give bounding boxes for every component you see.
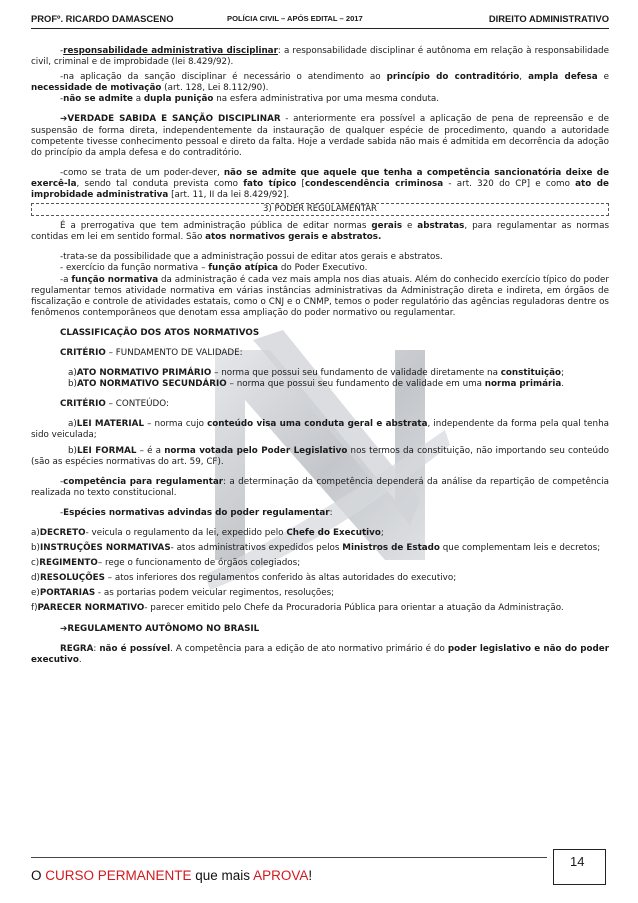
text-bold: competência para regulamentar <box>63 476 224 487</box>
paragraph-competencia <box>31 477 609 499</box>
text: , independente da forma pela qual tenha sido veiculada; <box>31 419 610 441</box>
heading-regulamento-autonomo <box>31 624 609 635</box>
paragraph-exercicio <box>31 263 609 274</box>
paragraph-possibilidade: -trata-se da possibilidade que a administração possui de editar atos gerais e abstratos. <box>60 252 443 263</box>
text: – rege o funcionamento de órgãos colegiados; <box>97 558 301 569</box>
text-bold: responsabilidade administrativa disciplinar <box>63 46 278 56</box>
text-bold: Chefe do Executivo <box>286 528 381 538</box>
section-title-box <box>31 203 609 216</box>
text: a <box>132 94 144 105</box>
text-bold: Espécies normativas advindas do poder regulamentar <box>63 507 330 518</box>
text: . <box>78 654 82 665</box>
paragraph-dupla-punicao <box>31 94 609 105</box>
text: : a determinação da competência dependerá da análise da repartição de competência realizada no texto constitucional. <box>31 476 609 498</box>
text-bold: REGULAMENTO AUTÔNOMO NO BRASIL <box>67 623 260 634</box>
paragraph-funcao-normativa <box>31 275 609 319</box>
text: - as portarias podem veicular regimentos, resoluções; <box>95 588 335 599</box>
text: [art. 11, II da lei 8.429/92]. <box>168 190 290 201</box>
text: - <box>60 507 64 518</box>
header-author: PROFº. RICARDO DAMASCENO <box>31 13 174 24</box>
text: -na aplicação da sanção disciplinar é necessário o atendimento ao <box>60 72 387 83</box>
text: - veicula o regulamento da lei, expedido pelo <box>85 528 287 538</box>
paragraph-poder-dever <box>31 168 609 201</box>
text: É a prerrogativa que tem administração pública de editar normas <box>60 221 372 232</box>
text: – norma que possui seu fundamento de validade em uma <box>226 379 485 390</box>
item-lei-material <box>31 419 609 441</box>
text: f) <box>31 603 38 614</box>
text-bold: abstratas <box>417 221 465 232</box>
text: e) <box>31 588 40 599</box>
list-item-parecer <box>31 603 609 614</box>
text: – FUNDAMENTO DE VALIDADE: <box>105 347 243 358</box>
text-bold: REGRA <box>60 643 94 654</box>
text: . <box>561 379 565 390</box>
section-title: 3) PODER REGULAMENTAR <box>263 204 377 215</box>
criterio-conteudo <box>31 399 609 410</box>
text: b) <box>31 543 40 554</box>
text: - exercício da função normativa – <box>60 263 209 274</box>
text-bold: DECRETO <box>39 528 86 538</box>
text: a) <box>68 419 77 430</box>
text-bold: ATO NORMATIVO SECUNDÁRIO <box>76 379 227 390</box>
text-bold: atos normativos gerais e abstratos. <box>205 232 382 243</box>
header-subject: DIREITO ADMINISTRATIVO <box>488 13 609 24</box>
text: e <box>402 221 418 232</box>
text-bold: Ministros de Estado <box>342 543 440 554</box>
text: nos termos da constituição, não importando seu conteúdo (são as espécies normativas do art. 59, CF). <box>31 445 609 467</box>
list-item-portarias <box>31 588 609 599</box>
text: - atos administrativos expedidos pelos <box>170 543 343 554</box>
item-ato-secundario <box>31 379 609 390</box>
text-bold: PARECER NORMATIVO <box>37 603 145 614</box>
text-red: APROVA <box>253 868 309 883</box>
text: , para regulamentar as normas contidas em lei em sentido formal. São <box>31 221 609 243</box>
text: – é a <box>136 445 165 456</box>
text: - <box>60 46 64 56</box>
page-body <box>31 46 609 666</box>
text: do Poder Executivo. <box>278 263 368 274</box>
footer-rule <box>31 857 547 859</box>
text: - art. 320 do CP] e como <box>443 178 576 189</box>
text: na esfera administrativa por uma mesma conduta. <box>213 94 440 105</box>
text: : <box>329 507 333 518</box>
text: -como se trata de um poder-dever, <box>60 167 224 178</box>
text: a) <box>68 368 77 379</box>
text-red: CURSO PERMANENTE <box>45 868 192 883</box>
item-lei-formal <box>31 446 609 468</box>
text: [ <box>296 178 305 189</box>
paragraph-verdade-sabida <box>31 114 609 158</box>
text: c) <box>31 558 40 569</box>
text-bold: gerais <box>371 221 403 232</box>
text: – norma que possui seu fundamento de validade diretamente na <box>211 368 501 379</box>
text-bold: poder legislativo e não do poder executivo <box>31 643 610 665</box>
text: ; <box>561 368 565 379</box>
text-bold: ato de improbidade administrativa <box>31 178 609 201</box>
criterio-validade <box>31 348 609 359</box>
arrow-icon: ➔ <box>60 114 68 125</box>
text-bold: condescendência criminosa <box>304 178 444 189</box>
text: da administração é cada vez mais ampla nos dias atuais. Além do conhecido exercício típico do poder regulamentar temos atividade normativa em várias instâncias administrativas da Administração direta e indireta, em órgãos de fiscalização e controle de atividades estatais, como o CNJ e o CNMP, temos o poder regulatório das agências reguladoras dentre os fenômenos contemporâneos que denotam essa ampliação do poder normativo ou regulamentar. <box>31 274 609 318</box>
text: ! <box>308 868 313 883</box>
list-item-regimento <box>31 558 609 569</box>
footer-slogan <box>31 868 312 883</box>
text: , sendo tal conduta prevista como <box>76 178 244 189</box>
text: , <box>519 72 529 83</box>
text: - anteriormente era possível a aplicação de pena de repreensão e de suspensão de forma direta, independentemente da instauração de qualquer espécie de procedimento, quando a autoridade competente tivesse conhecimento pessoal e direto da falta. Hoje a verdade sabida não mais é admitida em decorrência da adoção do princípio da ampla defesa e do contraditório. <box>31 114 609 158</box>
text-bold: CRITÉRIO <box>60 399 106 410</box>
text: (art. 128, Lei 8.112/90). <box>161 83 269 94</box>
page-number: 14 <box>570 854 585 869</box>
text-bold: não se admite <box>63 94 133 105</box>
text-bold: necessidade de motivação <box>31 83 162 94</box>
text-bold: ampla defesa <box>528 72 598 83</box>
arrow-icon: ➔ <box>60 623 68 634</box>
especies-list <box>31 528 609 615</box>
text-bold: CRITÉRIO <box>60 347 106 358</box>
paragraph-especies <box>31 508 609 519</box>
paragraph-sancao <box>31 72 609 94</box>
heading-classificacao <box>31 328 609 339</box>
text: que complementam leis e decretos; <box>439 543 601 554</box>
header-course: POLÍCIA CIVIL – APÓS EDITAL – 2017 <box>227 14 363 23</box>
text: – CONTEÚDO: <box>105 399 169 410</box>
text: - parecer emitido pelo Chefe da Procuradoria Pública para orientar a atuação da Administração. <box>144 603 564 614</box>
text: b) <box>68 445 77 456</box>
page-number-box <box>553 849 606 885</box>
text: : a responsabilidade disciplinar é autônoma em relação à responsabilidade civil, criminal e de improbidade (lei 8.429/92). <box>31 46 609 68</box>
text: O <box>31 868 46 883</box>
text-bold: norma primária <box>484 379 562 390</box>
text-bold: RESOLUÇÕES <box>39 573 105 584</box>
paragraph-prerrogativa <box>31 221 609 243</box>
text: : <box>93 643 100 654</box>
text-bold: conteúdo visa uma conduta geral e abstrata <box>207 419 428 430</box>
text: – norma cujo <box>144 419 208 430</box>
item-ato-primario <box>31 368 609 379</box>
text-bold: não é possível <box>99 643 171 654</box>
text-bold: fato típico <box>243 178 297 189</box>
text-bold: não se admite que aquele que tenha a competência sancionatória deixe de exercê-la <box>31 167 609 189</box>
text: – atos inferiores dos regulamentos conferido às altas autoridades do executivo; <box>104 573 457 584</box>
text-bold: dupla punição <box>143 94 214 105</box>
text-bold: LEI MATERIAL <box>76 419 145 430</box>
text-bold: LEI FORMAL <box>76 445 137 456</box>
text: . A competência para a edição de ato normativo primário é do <box>170 643 448 654</box>
text: a) <box>31 528 40 538</box>
list-item-instrucoes <box>31 543 609 554</box>
text: e <box>597 72 609 83</box>
paragraph-responsabilidade <box>31 46 609 68</box>
text-bold: INSTRUÇÕES NORMATIVAS <box>39 543 171 554</box>
text: - <box>60 94 64 105</box>
text-bold: função atípica <box>208 263 279 274</box>
text: d) <box>31 573 40 584</box>
text: -a <box>60 274 72 285</box>
paragraph-regra <box>31 644 609 666</box>
text-bold: constituição <box>500 368 562 379</box>
text: que mais <box>191 868 254 883</box>
text-bold: norma votada pelo Poder Legislativo <box>164 445 348 456</box>
text-bold: REGIMENTO <box>39 558 98 569</box>
list-item-resolucoes <box>31 573 609 584</box>
text-bold: princípio do contraditório <box>386 72 520 83</box>
text-bold: PORTARIAS <box>39 588 96 599</box>
text-bold: CLASSIFICAÇÃO DOS ATOS NORMATIVOS <box>60 327 260 338</box>
text-bold: ATO NORMATIVO PRIMÁRIO <box>76 368 212 379</box>
text-bold: VERDADE SABIDA E SANÇÃO DISCIPLINAR <box>67 114 281 125</box>
page-header <box>31 8 609 29</box>
text-bold: função normativa <box>71 274 159 285</box>
text: ; <box>380 528 384 538</box>
text: b) <box>68 379 77 390</box>
list-item-decreto <box>31 528 609 539</box>
text: - <box>60 476 64 487</box>
